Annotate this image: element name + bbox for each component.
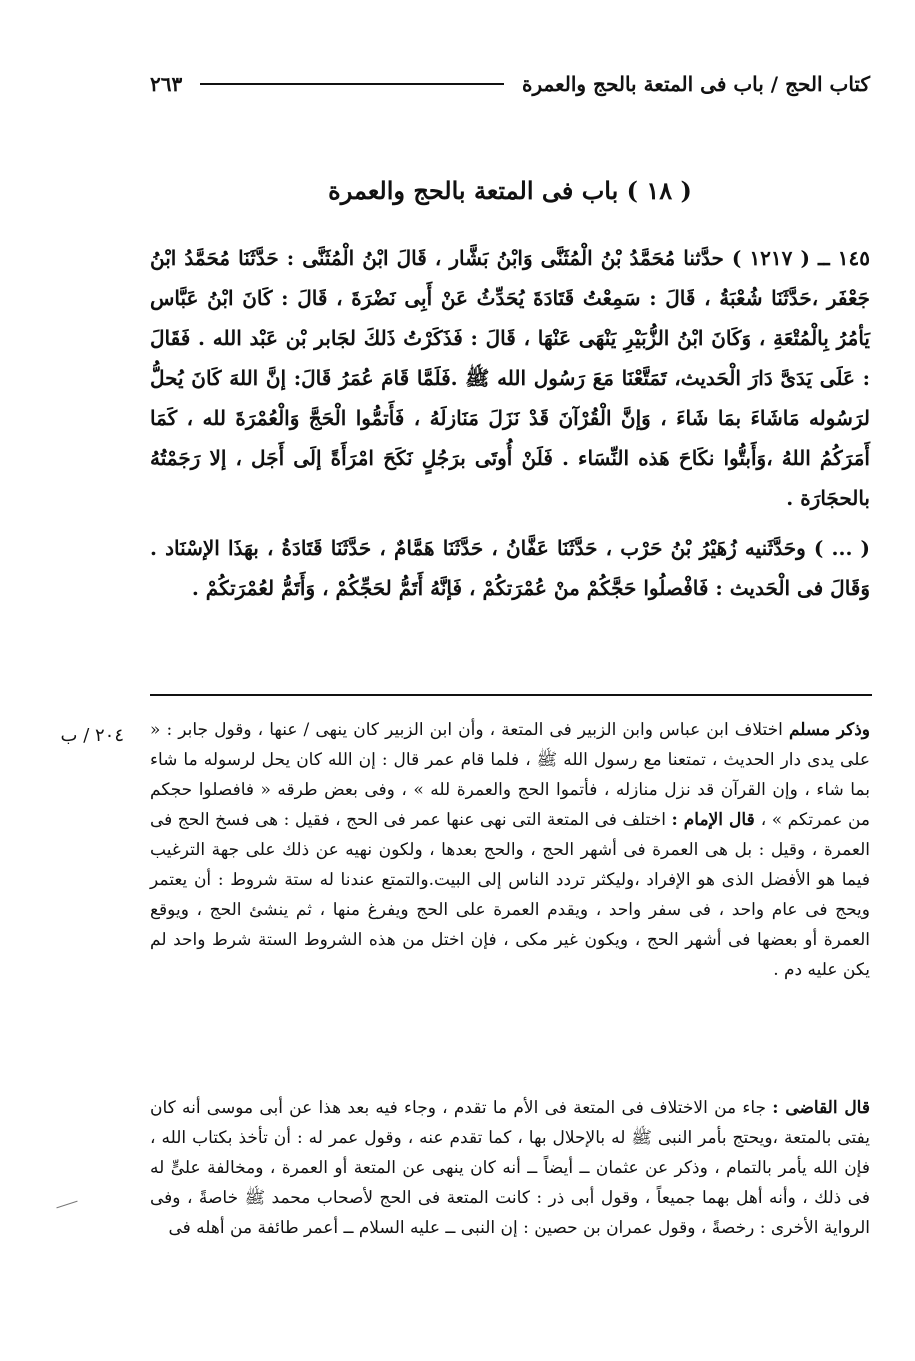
commentary-text: اختلف فى المتعة التى نهى عنها عمر فى الحج ، فقيل : هى فسخ الحج فى العمرة ، وقيل : بل هى العمرة فى أشهر الحج ، والحج بعدها ، ولكون نهيه عن ذلك على جهة الترغيب فيما هو الأفضل الذى هو الإفراد ،وليكثر تردد الناس إلى البيت.والتمتع عندنا له ستة شروط : أن يعتمر ويحج فى عام واحد ، فى سفر واحد ، ويقدم العمرة على الحج ويفرغ منها ، ثم ينشئ الحج ، ويوقع العمرة أو بعضها فى أشهر الحج ، ويكون غير مكى ، فإن اختل من هذه الشروط الستة شرط واحد لم يكن عليه دم . [150, 810, 870, 980]
chapter-title: ( ١٨ ) باب فى المتعة بالحج والعمرة [328, 176, 692, 205]
commentary-text: اختلاف ابن عباس وابن الزبير فى المتعة ، وأن ابن الزبير كان ينهى / عنها ، وقول جابر : « على يدى دار الحديث ، تمتعنا مع رسول الله ﷺ ، فلما قام عمر قال : إن الله كان يحل لرسوله ما شاء بما شاء ، وإن القرآن قد نزل منازله ، فأتموا الحج والعمرة لله » ، وفى بعض طرقه « فافصلوا حجكم من عمرتكم » ، [150, 720, 870, 830]
scan-mark [56, 1201, 77, 1209]
commentary-lead: وذكر مسلم [788, 720, 870, 740]
section-divider [150, 694, 872, 696]
commentary-paragraph [150, 715, 870, 985]
hadith-text: ١٤٥ ــ ( ١٢١٧ ) حدَّثنا مُحَمَّدُ بْنُ الْمُثَنَّى وَابْنُ بَشَّار ، قَالَ ابْنُ الْمُثَنَّى : حَدَّثَنَا مُحَمَّدُ ابْنُ جَعْفَر ،حَدَّثَنَا شُعْبَةُ ، قَالَ : سَمِعْتُ قَتَادَةَ يُحَدِّثُ عَنْ أَبِى نَضْرَةَ ، قَالَ : كَانَ ابْنُ عَبَّاس يَأمُرُ بِالْمُتْعَةِ ، وَكَانَ ابْنُ الزُّبَيْرِ يَنْهَى عَنْهَا ، قَالَ : فَذَكَرْتُ ذَلكَ لجَابر بْن عَبْد الله . فَقَالَ : عَلَى يَدَىَّ دَارَ الْحَديث، تَمَتَّعْنَا مَعَ رَسُول الله ﷺ .فَلَمَّا قَامَ عُمَرُ قَالَ: إنَّ اللهَ كَانَ يُحلُّ لرَسُوله مَاشَاءَ بمَا شَاءَ ، وَإنَّ الْقُرْآنَ قَدْ نَزَلَ مَنَازلَهُ ، فَأَتمُّوا الْحَجَّ وَالْعُمْرَةَ لله ، كَمَا أَمَرَكُمُ اللهُ ،وَأَبتُّوا نكَاحَ هَذه النِّسَاء . فَلَنْ أُوتَى برَجُلٍ نَكَحَ امْرَأَةً إلَى أَجَل ، إلا رَجَمْتُهُ بالحجَارَة . [150, 246, 871, 510]
page-number: ٢٦٣ [150, 72, 183, 96]
manuscript-folio-ref: ٢٠٤ / ب [60, 725, 124, 746]
hadith-chain-text: ( ... ) وحَدَّثَنيه زُهَيْرُ بْنُ حَرْب ، حَدَّثَنَا عَفَّانُ ، حَدَّثَنَا هَمَّامٌ ، حَدَّثَنَا قَتَادَةُ ، بهَذَا الإسْنَاد . وَقَالَ فى الْحَديث : فَافْصلُوا حَجَّكُمْ منْ عُمْرَتكُمْ ، فَإنَّهُ أَتَمُّ لحَجِّكُمْ ، وَأَتَمُّ لعُمْرَتكُمْ . [150, 536, 870, 600]
header-title: كتاب الحج / باب فى المتعة بالحج والعمرة [522, 72, 870, 96]
commentary-text: جاء من الاختلاف فى المتعة فى الأم ما تقدم ، وجاء فيه بعد هذا عن أبى موسى أنه كان يفتى بالمتعة ،ويحتج بأمر النبى ﷺ له بالإحلال بها ، كما تقدم عنه ، وقول عمر له : أن تأخذ بكتاب الله ، فإن الله يأمر بالتمام ، وذكر عن عثمان ــ أيضاً ــ أنه كان ينهى عن المتعة أو العمرة ، ومخالفة علىٍّ له فى ذلك ، وأنه أهل بهما جميعاً ، وقول أبى ذر : كانت المتعة فى الحج لأصحاب محمد ﷺ خاصةً ، وفى الرواية الأخرى : رخصةً ، وقول عمران بن حصين : إن النبى ــ عليه السلام ــ أعمر طائفة من أهله فى [150, 1098, 870, 1238]
commentary-lead-qadi: قال القاضى : [772, 1098, 870, 1118]
commentary-paragraph [150, 1093, 870, 1243]
running-header [150, 64, 870, 104]
commentary-lead-imam: قال الإمام : [671, 810, 761, 830]
header-rule [200, 83, 504, 85]
